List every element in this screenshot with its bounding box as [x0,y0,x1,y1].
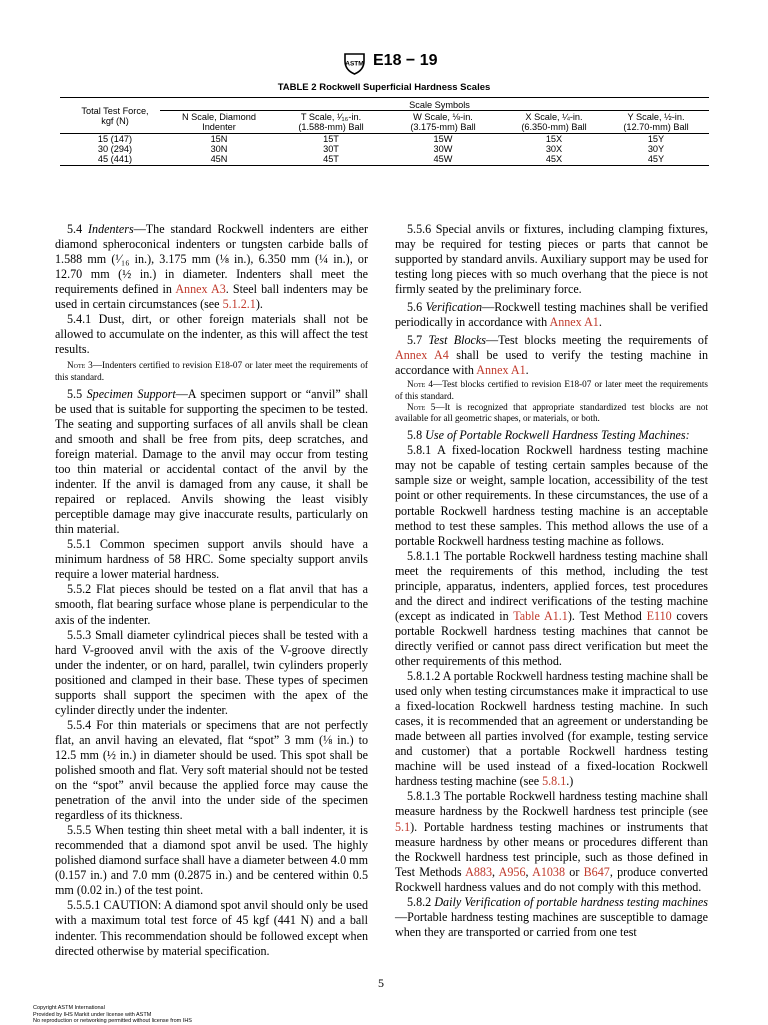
table-cell: 30 (294) [97,144,133,154]
table-col-w [387,134,499,164]
note-5: Note 5—It is recognized that appropriate standardized test blocks are not available for all geometric shapes, or materials, or both. [395,401,708,424]
table-cell: 15X [545,134,563,144]
section-5-5-5-1: 5.5.5.1 CAUTION: A diamond spot anvil should only be used with a maximum total test force of 45 kgf (441 N) and a ball indenter. This recommendation should be followed except when directed otherwise by material specification. [55,898,368,958]
section-5-1-2-1-link[interactable]: 5.1.2.1 [222,297,256,312]
e110-link[interactable]: E110 [646,608,672,623]
section-5-5-3: 5.5.3 Small diameter cylindrical pieces shall be tested with a hard V-grooved anvil with the axis of the V-groove directly under the indenter, or on hard, parallel, twin cylinders properly positioned and clamped in their base. These types of specimen supports shall support the specimen with the apex of the cylinder directly under the indenter. [55,627,368,717]
annex-a1-link[interactable]: Annex A1 [476,363,526,378]
table-title: TABLE 2 Rockwell Superficial Hardness Scales [277,82,491,93]
section-5-8-1-3: 5.8.1.3 The portable Rockwell hardness testing machine shall measure hardness by the Rockwell hardness test principle (see 5.1). Portable hardness testing machines or instruments that measure hardness by other means or procedures different than the Rockwell hardness test principle, such as those defined in Test Methods A883, A956, A1038 or B647, produce converted Rockwell hardness values and do not comply with this method. [395,789,708,894]
scale-symbols-header: Scale Symbols [409,100,470,110]
table-col-n [163,134,275,164]
col-header-x-scale: X Scale, ¼-in. (6.350-mm) Ball [521,112,587,132]
table-cell: 45T [323,154,339,164]
section-5-5-5: 5.5.5 When testing thin sheet metal with a ball indenter, it is recommended that a diamond spot anvil be used. The highly polished diamond surface shall have a diameter between 4.0 mm (0.157 in.) and 7.0 mm (0.2875 in.) and be centered within 0.5 mm (0.02 in.) of the test point. [55,823,368,898]
section-5-5: 5.5 Specimen Support—A specimen support or “anvil” shall be used that is suitable for supporting the specimen to be tested. The seating and supporting surfaces of all anvils shall be clean and smooth and shall be free from pits, deep scratches, and foreign material. Damage to the anvil may occur from testing too thin material or accidental contact of the anvil by the indenter. If the anvil is damaged from any cause, it shall be repaired or replaced. Anvils showing the least visibly perceptible damage may give inaccurate results, particularly on thin material. [55,386,368,537]
table-a1-1-link[interactable]: Table A1.1 [513,608,568,623]
table-bottom-rule [60,165,709,166]
col-header-n-scale: N Scale, Diamond Indenter [181,112,257,132]
table-cell: 30W [433,144,453,154]
section-5-8-1-link[interactable]: 5.8.1 [542,774,567,789]
table-cell: 15T [323,134,339,144]
page-number: 5 [378,976,384,990]
astm-logo-text: ASTM [345,60,364,68]
table-cell: 45 (441) [97,154,133,164]
table-col-force [60,134,170,164]
section-5-8-2: 5.8.2 Daily Verification of portable hardness testing machines—Portable hardness testing machines are susceptible to damage when they are transported or carried from one test [395,894,708,939]
document-id: E18 − 19 [373,52,438,69]
a956-link[interactable]: A956 [498,864,526,879]
a883-link[interactable]: A883 [465,864,493,879]
note-4: Note 4—Test blocks certified to revision E18-07 or later meet the requirements of this standard. [395,379,708,401]
copyright-footer: Copyright ASTM International Provided by IHS Markit under license with ASTM No reproduction or networking permitted without license from IHS [33,1005,192,1024]
section-5-8: 5.8 Use of Portable Rockwell Hardness Testing Machines: [407,428,690,443]
a1038-link[interactable]: A1038 [532,864,566,879]
section-5-5-2: 5.5.2 Flat pieces should be tested on a flat anvil that has a smooth, flat bearing surface whose plane is perpendicular to the axis of the indenter. [55,582,368,627]
table-cell: 45X [545,154,563,164]
table-col-y [600,134,712,164]
section-5-7: 5.7 Test Blocks—Test blocks meeting the requirements of Annex A4 shall be used to verify the testing machine in accordance with Annex A1. [395,333,709,378]
b647-link[interactable]: B647 [583,864,610,879]
total-test-force-header: Total Test Force, kgf (N) [81,106,149,126]
section-5-5-1: 5.5.1 Common specimen support anvils should have a minimum hardness of 58 HRC. Some specialty support anvils require a lower material hardness. [55,537,368,582]
section-5-4: 5.4 Indenters—The standard Rockwell indenters are either diamond spheroconical indenters or tungsten carbide balls of 1.588 mm (¹⁄₁₆ in.), 3.175 mm (⅛ in.), 6.350 mm (¼ in.), or 12.70 mm (½ in.) in diameter. Indenters shall meet the requirements defined in Annex A3. Steel ball indenters may be used in certain circumstances (see 5.1.2.1). [55,222,368,312]
table-cell: 30T [323,144,339,154]
col-header-t-scale: T Scale, ¹⁄₁₆-in. (1.588-mm) Ball [298,112,364,132]
table-cell: 15 (147) [97,134,133,144]
table-cell: 45Y [647,154,665,164]
table-cell: 15W [433,134,453,144]
section-5-1-link[interactable]: 5.1 [395,819,411,834]
table-cell: 45N [210,154,228,164]
group-header-rule [160,110,709,111]
table-cell: 15Y [647,134,665,144]
table-top-rule [60,97,709,98]
table-cell: 30Y [647,144,665,154]
section-5-8-1-2: 5.8.1.2 A portable Rockwell hardness testing machine shall be used only when testing circumstances make it impractical to use a fixed-location Rockwell hardness testing machine. In such cases, it is recommended that an agreement or understanding be made between all parties involved (for example, testing service and customer) that a portable Rockwell hardness testing machine will be used instead of a fixed-location Rockwell hardness testing machine (see 5.8.1.) [395,669,708,789]
annex-a1-link[interactable]: Annex A1 [549,315,599,330]
section-5-8-1-1: 5.8.1.1 The portable Rockwell hardness testing machine shall meet the requirements of this method, including the test principle, apparatus, indenters, applied forces, test procedures and the direct and indirect verifications of the testing machine (except as indicated in Table A1.1). Test Method E110 covers portable Rockwell hardness testing machines that cannot be directly verified or cannot pass direct verification but meet the other requirements of this method. [395,548,708,668]
table-cell: 15N [210,134,228,144]
table-cell: 30X [545,144,563,154]
table-col-t [275,134,387,164]
section-5-5-6: 5.5.6 Special anvils or fixtures, including clamping fixtures, may be required for testing pieces or parts that cannot be supported by standard anvils. Auxiliary support may be used for testing long pieces with so much overhang that the piece is not firmly seated by the preliminary force. [395,222,708,297]
left-column [55,222,368,959]
table-cell: 30N [210,144,228,154]
note-3: Note 3—Indenters certified to revision E18-07 or later meet the requirements of this standard. [55,360,368,382]
col-header-y-scale: Y Scale, ½-in. (12.70-mm) Ball [623,112,689,132]
table-cell: 45W [433,154,453,164]
table-col-x [498,134,610,164]
annex-a4-link[interactable]: Annex A4 [395,348,449,363]
section-5-8-1: 5.8.1 A fixed-location Rockwell hardness testing machine may not be capable of testing certain samples because of the sample size or weight, sample location, accessibility of the test point or other requirements. In these circumstances, the use of a portable Rockwell hardness testing machine is an acceptable method to test these samples. This method allows the use of a portable Rockwell hardness testing machine as follows. [395,443,708,548]
annex-a3-link[interactable]: Annex A3 [175,282,226,297]
astm-logo [341,51,368,75]
section-5-6: 5.6 Verification—Rockwell testing machines shall be verified periodically in accordance with Annex A1. [395,300,708,330]
section-5-4-1: 5.4.1 Dust, dirt, or other foreign materials shall not be allowed to accumulate on the indenter, as this will affect the test results. [55,312,368,357]
section-5-5-4: 5.5.4 For thin materials or specimens that are not perfectly flat, an anvil having an elevated, flat “spot” 3 mm (⅛ in.) to 12.5 mm (½ in.) in diameter should be used. This spot shall be polished smooth and flat. Very soft material should not be tested on the “spot” anvil because the applied force may cause the penetration of the anvil into the under side of the specimen regardless of its thickness. [55,717,368,823]
col-header-w-scale: W Scale, ⅛-in. (3.175-mm) Ball [410,112,476,132]
right-column [395,222,708,940]
